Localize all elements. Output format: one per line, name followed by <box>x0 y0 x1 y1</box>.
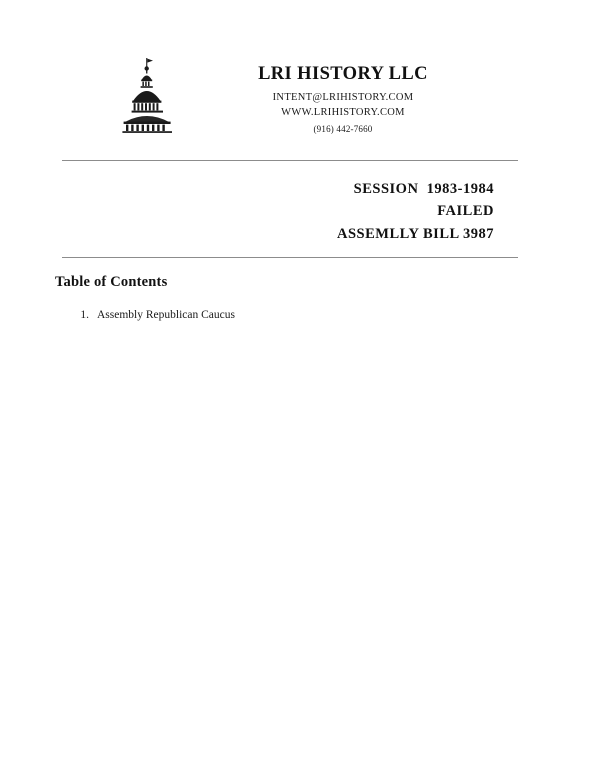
session-heading <box>62 178 494 245</box>
org-phone: (916) 442-7660 <box>313 124 373 134</box>
divider-bottom <box>62 257 518 258</box>
org-identity <box>193 56 493 134</box>
toc-item-label: Assembly Republican Caucus <box>97 309 235 321</box>
org-email: INTENT@LRIHISTORY.COM <box>272 92 414 103</box>
table-of-contents-list <box>55 306 495 324</box>
capitol-dome-icon <box>107 56 187 136</box>
org-website: WWW.LRIHISTORY.COM <box>281 107 405 118</box>
letterhead <box>0 56 600 136</box>
divider-top <box>62 160 518 161</box>
toc-item-number: 1. <box>80 309 89 321</box>
session-line-status: FAILED <box>437 203 494 220</box>
session-line-bill: ASSEMLLY BILL 3987 <box>336 225 494 242</box>
list-item[interactable] <box>55 306 495 324</box>
table-of-contents-heading: Table of Contents <box>55 274 168 290</box>
org-name: LRI HISTORY LLC <box>258 64 428 84</box>
session-line-session: SESSION 1983-1984 <box>353 181 494 197</box>
